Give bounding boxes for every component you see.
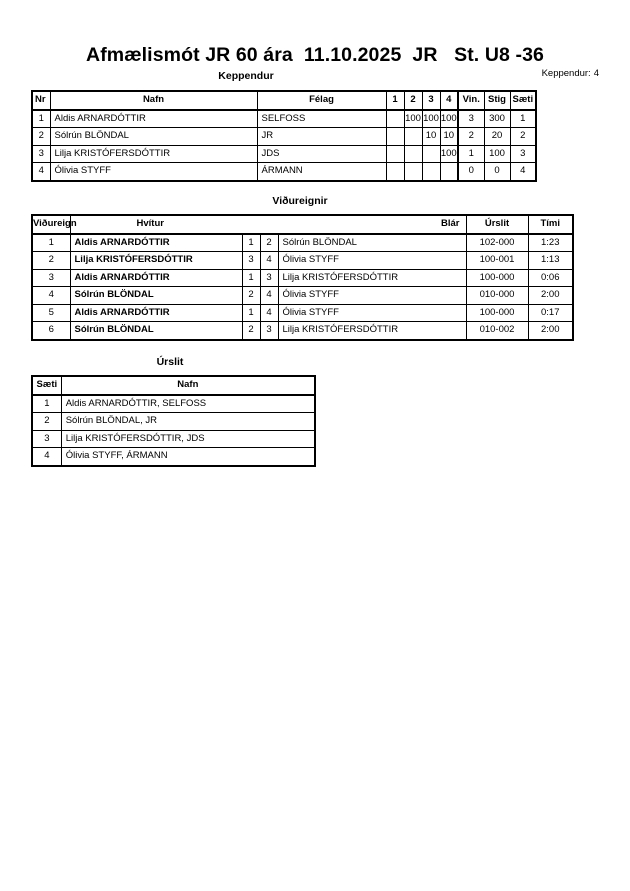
match-white: Sólrún BLÖNDAL <box>70 287 242 305</box>
competitor-r3: 100 <box>422 110 440 128</box>
col-name: Nafn <box>50 91 257 110</box>
match-blue: Lilja KRISTÓFERSDÓTTIR <box>278 269 466 287</box>
matches-heading: Viðureignir <box>272 195 328 207</box>
match-blue: Ólivia STYFF <box>278 287 466 305</box>
match-row <box>32 252 573 270</box>
match-result: 100-001 <box>466 252 528 270</box>
match-result: 100-000 <box>466 269 528 287</box>
competitors-header-row <box>32 91 536 110</box>
competitor-club: ÁRMANN <box>257 163 386 181</box>
matches-table <box>31 214 574 341</box>
competitor-name: Sólrún BLÖNDAL <box>50 128 257 146</box>
match-blue-nr: 4 <box>260 304 278 322</box>
match-no: 2 <box>32 252 70 270</box>
match-no: 6 <box>32 322 70 340</box>
competitor-r1 <box>386 110 404 128</box>
col-result: Úrslit <box>466 215 528 234</box>
match-blue-nr: 4 <box>260 252 278 270</box>
result-place: 4 <box>32 448 61 466</box>
match-no: 1 <box>32 234 70 252</box>
competitor-place: 3 <box>510 145 536 163</box>
competitor-place: 1 <box>510 110 536 128</box>
competitor-nr: 2 <box>32 128 50 146</box>
result-place: 1 <box>32 395 61 413</box>
competitor-wins: 1 <box>458 145 484 163</box>
competitor-r4: 10 <box>440 128 458 146</box>
match-time: 2:00 <box>528 287 573 305</box>
match-white-nr: 1 <box>242 269 260 287</box>
match-time: 1:23 <box>528 234 573 252</box>
match-row <box>32 304 573 322</box>
competitor-name: Ólivia STYFF <box>50 163 257 181</box>
page-title: Afmælismót JR 60 ára 11.10.2025 JR St. U8 -36 <box>86 44 544 66</box>
match-result: 010-000 <box>466 287 528 305</box>
match-row <box>32 322 573 340</box>
col-blue: Blár <box>278 215 466 234</box>
match-blue-nr: 4 <box>260 287 278 305</box>
result-name: Sólrún BLÖNDAL, JR <box>61 413 315 431</box>
col-time: Tími <box>528 215 573 234</box>
match-time: 1:13 <box>528 252 573 270</box>
competitor-r1 <box>386 163 404 181</box>
competitor-points: 0 <box>484 163 510 181</box>
competitor-r2 <box>404 145 422 163</box>
match-blue-nr: 3 <box>260 269 278 287</box>
match-white: Aldis ARNARDÓTTIR <box>70 269 242 287</box>
competitors-count-label: Keppendur: <box>541 68 591 79</box>
competitor-place: 2 <box>510 128 536 146</box>
col-r3: 3 <box>422 91 440 110</box>
competitor-row <box>32 163 536 181</box>
result-row <box>32 448 315 466</box>
competitor-nr: 3 <box>32 145 50 163</box>
match-blue: Ólivia STYFF <box>278 252 466 270</box>
result-name: Aldis ARNARDÓTTIR, SELFOSS <box>61 395 315 413</box>
competitor-r3 <box>422 163 440 181</box>
competitor-r2 <box>404 128 422 146</box>
match-white: Sólrún BLÖNDAL <box>70 322 242 340</box>
result-row <box>32 430 315 448</box>
result-name: Lilja KRISTÓFERSDÓTTIR, JDS <box>61 430 315 448</box>
results-table <box>31 375 316 467</box>
match-result: 102-000 <box>466 234 528 252</box>
competitor-r3: 10 <box>422 128 440 146</box>
match-white-nr: 3 <box>242 252 260 270</box>
competitor-club: JR <box>257 128 386 146</box>
match-blue: Lilja KRISTÓFERSDÓTTIR <box>278 322 466 340</box>
result-row <box>32 413 315 431</box>
col-name: Nafn <box>61 376 315 395</box>
result-name: Ólivia STYFF, ÁRMANN <box>61 448 315 466</box>
competitor-place: 4 <box>510 163 536 181</box>
match-blue: Sólrún BLÖNDAL <box>278 234 466 252</box>
competitor-r1 <box>386 128 404 146</box>
match-blue-nr: 2 <box>260 234 278 252</box>
competitor-r4 <box>440 163 458 181</box>
col-place: Sæti <box>32 376 61 395</box>
competitors-count <box>539 68 599 79</box>
competitor-row <box>32 110 536 128</box>
match-no: 3 <box>32 269 70 287</box>
competitors-heading: Keppendur <box>218 70 274 82</box>
competitor-name: Lilja KRISTÓFERSDÓTTIR <box>50 145 257 163</box>
competitor-nr: 1 <box>32 110 50 128</box>
col-match: Viðureign <box>32 215 70 234</box>
competitor-row <box>32 128 536 146</box>
result-place: 3 <box>32 430 61 448</box>
match-no: 4 <box>32 287 70 305</box>
col-wins: Vin. <box>458 91 484 110</box>
match-white: Lilja KRISTÓFERSDÓTTIR <box>70 252 242 270</box>
competitor-wins: 2 <box>458 128 484 146</box>
competitors-table <box>31 90 537 182</box>
results-heading: Úrslit <box>156 356 184 368</box>
match-time: 0:06 <box>528 269 573 287</box>
competitor-r2: 100 <box>404 110 422 128</box>
col-white: Hvítur <box>70 215 278 234</box>
competitor-r4: 100 <box>440 145 458 163</box>
match-white-nr: 1 <box>242 234 260 252</box>
competitor-wins: 0 <box>458 163 484 181</box>
match-time: 0:17 <box>528 304 573 322</box>
match-white: Aldis ARNARDÓTTIR <box>70 304 242 322</box>
matches-header-row <box>32 215 573 234</box>
col-nr: Nr <box>32 91 50 110</box>
competitors-count-value: 4 <box>593 68 599 79</box>
col-r1: 1 <box>386 91 404 110</box>
match-white-nr: 2 <box>242 287 260 305</box>
match-result: 100-000 <box>466 304 528 322</box>
competitor-club: JDS <box>257 145 386 163</box>
match-blue: Ólivia STYFF <box>278 304 466 322</box>
competitor-points: 100 <box>484 145 510 163</box>
match-white-nr: 2 <box>242 322 260 340</box>
match-row <box>32 234 573 252</box>
competitor-points: 20 <box>484 128 510 146</box>
match-row <box>32 269 573 287</box>
competitor-row <box>32 145 536 163</box>
result-place: 2 <box>32 413 61 431</box>
competitor-name: Aldis ARNARDÓTTIR <box>50 110 257 128</box>
match-white-nr: 1 <box>242 304 260 322</box>
competitor-r4: 100 <box>440 110 458 128</box>
competitor-r1 <box>386 145 404 163</box>
match-no: 5 <box>32 304 70 322</box>
match-white: Aldis ARNARDÓTTIR <box>70 234 242 252</box>
competitor-r3 <box>422 145 440 163</box>
results-header-row <box>32 376 315 395</box>
match-row <box>32 287 573 305</box>
match-time: 2:00 <box>528 322 573 340</box>
competitor-nr: 4 <box>32 163 50 181</box>
col-r2: 2 <box>404 91 422 110</box>
col-club: Félag <box>257 91 386 110</box>
competitor-r2 <box>404 163 422 181</box>
col-r4: 4 <box>440 91 458 110</box>
col-points: Stig <box>484 91 510 110</box>
match-blue-nr: 3 <box>260 322 278 340</box>
competitor-points: 300 <box>484 110 510 128</box>
match-result: 010-002 <box>466 322 528 340</box>
competitor-wins: 3 <box>458 110 484 128</box>
competitor-club: SELFOSS <box>257 110 386 128</box>
result-row <box>32 395 315 413</box>
col-place: Sæti <box>510 91 536 110</box>
